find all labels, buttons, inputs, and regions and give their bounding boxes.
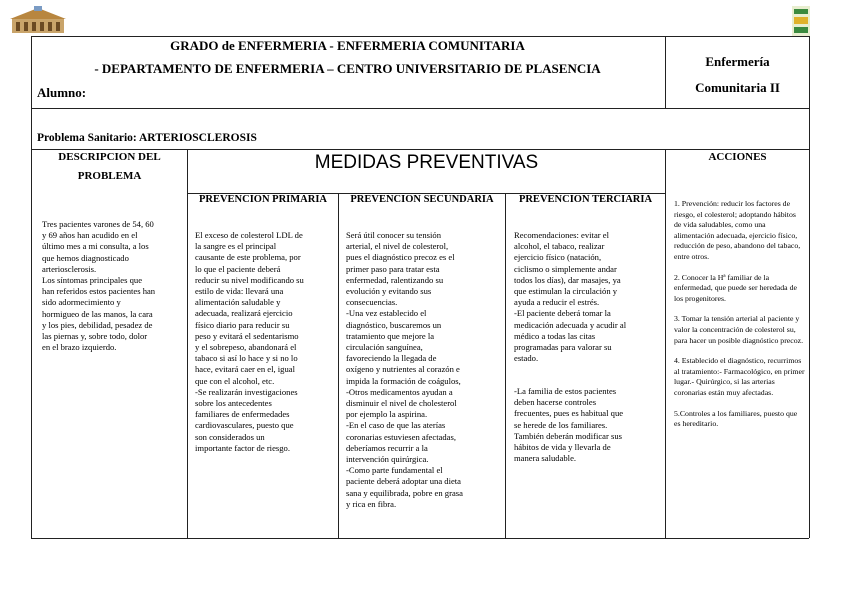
- terciaria-text-a: Recomendaciones: evitar el alcohol, el tabaco, realizar ejercicio físico (natación, ciclismo o simplemente andar todos los días), dar masajes, ya que estimulan la circulación y ayuda a reducir el estrés. -El paciente deberá tomar la medicación adecuada y acudir al médico a todas las citas programadas para valorar su estado.: [514, 230, 627, 364]
- acciones-header: ACCIONES: [708, 151, 767, 163]
- header-title: GRADO de ENFERMERIA - ENFERMERIA COMUNITARIA: [170, 38, 525, 53]
- table-right-border: [809, 36, 810, 538]
- table-rule: [665, 149, 666, 538]
- accion-item: 2. Conocer la Hª familiar de la enfermedad, que puede ser heredada de los progenitores.: [674, 272, 797, 303]
- accion-item: 4. Establecido el diagnóstico, recurrimos al tratamiento:- Farmacológico, en primer lugar.- Quirúrgico, si las arterias coronarias están muy afectadas.: [674, 356, 805, 397]
- table-left-border: [31, 36, 32, 538]
- table-rule: [338, 193, 339, 538]
- accion-item: 5.Controles a los familiares, puesto que es hereditario.: [674, 408, 798, 429]
- table-rule: [31, 149, 809, 150]
- header-department: - DEPARTAMENTO DE ENFERMERIA – CENTRO UNIVERSITARIO DE PLASENCIA: [94, 61, 601, 76]
- problem-label: Problema Sanitario: ARTERIOSCLEROSIS: [37, 132, 257, 144]
- table-rule: [187, 149, 188, 538]
- secundaria-text: Será útil conocer su tensión arterial, el nivel de colesterol, pues el diagnóstico precoz es el primer paso para tratar esta enfermedad, ralentizando su evolución y evitando sus consecuencias. -Una vez establecido el diagnóstico, buscaremos un tratamiento que mejore la circulación sanguínea, favoreciendo la llegada de oxígeno y nutrientes al corazón e impida la formación de coágulos, -Otros medicamentos ayudan a disminuir el nivel de cholesterol por ejemplo la aspirina. -En el caso de que las aterías coronarias estuviesen afectadas, deberíamos recurrir a la intervención quirúrgica. -Como parte fundamental el paciente deberá adoptar una dieta sana y equilibrada, pobre en grasa y rica en fibra.: [346, 230, 463, 509]
- table-rule: [505, 193, 506, 538]
- acciones-list: [674, 199, 805, 440]
- prevencion-secundaria-header: PREVENCION SECUNDARIA: [350, 194, 494, 205]
- descripcion-header-line2: PROBLEMA: [77, 170, 142, 182]
- descripcion-text: Tres pacientes varones de 54, 60 y 69 años han acudido en el último mes a mi consulta, a los que hemos diagnosticado arteriosclerosis. Los síntomas principales que han referidos estos pacientes han sido adormecimiento y hormigueo de las manos, la cara y los pies, debilidad, pesadez de las piernas y, sobre todo, dolor en el brazo izquierdo.: [42, 219, 156, 353]
- medidas-preventivas-header: MEDIDAS PREVENTIVAS: [314, 152, 539, 173]
- table-rule: [31, 108, 809, 109]
- prevencion-terciaria-header: PREVENCION TERCIARIA: [518, 194, 653, 205]
- table-rule: [665, 36, 666, 108]
- alumno-label: Alumno:: [37, 85, 87, 100]
- faculty-crest-logo: [790, 6, 812, 36]
- table-bottom-border: [31, 538, 809, 539]
- accion-item: 1. Prevención: reducir los factores de riesgo, el colesterol; adoptando hábitos de vida saludables, como una alimentación adecuada, ejercicio físico, reducción de peso, abandono del tabaco, entre otros.: [674, 199, 801, 261]
- descripcion-header-line1: DESCRIPCION DEL: [58, 151, 161, 163]
- prevencion-primaria-header: PREVENCION PRIMARIA: [198, 194, 328, 205]
- accion-item: 3. Tomar la tensión arterial al paciente y valor la concentración de colesterol su, para hacer un posible diagnóstico precoz.: [674, 314, 804, 345]
- terciaria-text-b: -La familia de estos pacientes deben hacerse controles frecuentes, pues es habitual que se herede de los familiares. También deberán modificar sus hábitos de vida y llevarla de manera saludable.: [514, 386, 624, 464]
- subject-name-line1: Enfermería: [705, 54, 770, 69]
- primaria-text: El exceso de colesterol LDL de la sangre es el principal causante de este problema, por lo que el paciente deberá reducir su nivel modificando su estilo de vida: llevará una alimentación saludable y adecuada, realizará ejercicio físico diario para reducir su peso y evitará el sedentarismo y el sobrepeso, abandonará el tabaco si así lo hace y si no lo hace, evitará caer en el, igual que con el alcohol, etc. -Se realizarán investigaciones sobre los antecedentes familiares de enfermedades cardiovasculares, puesto que son considerados un importante factor de riesgo.: [195, 230, 304, 453]
- table-top-border: [31, 36, 809, 37]
- university-building-logo: [10, 6, 66, 34]
- subject-name-line2: Comunitaria II: [695, 80, 780, 95]
